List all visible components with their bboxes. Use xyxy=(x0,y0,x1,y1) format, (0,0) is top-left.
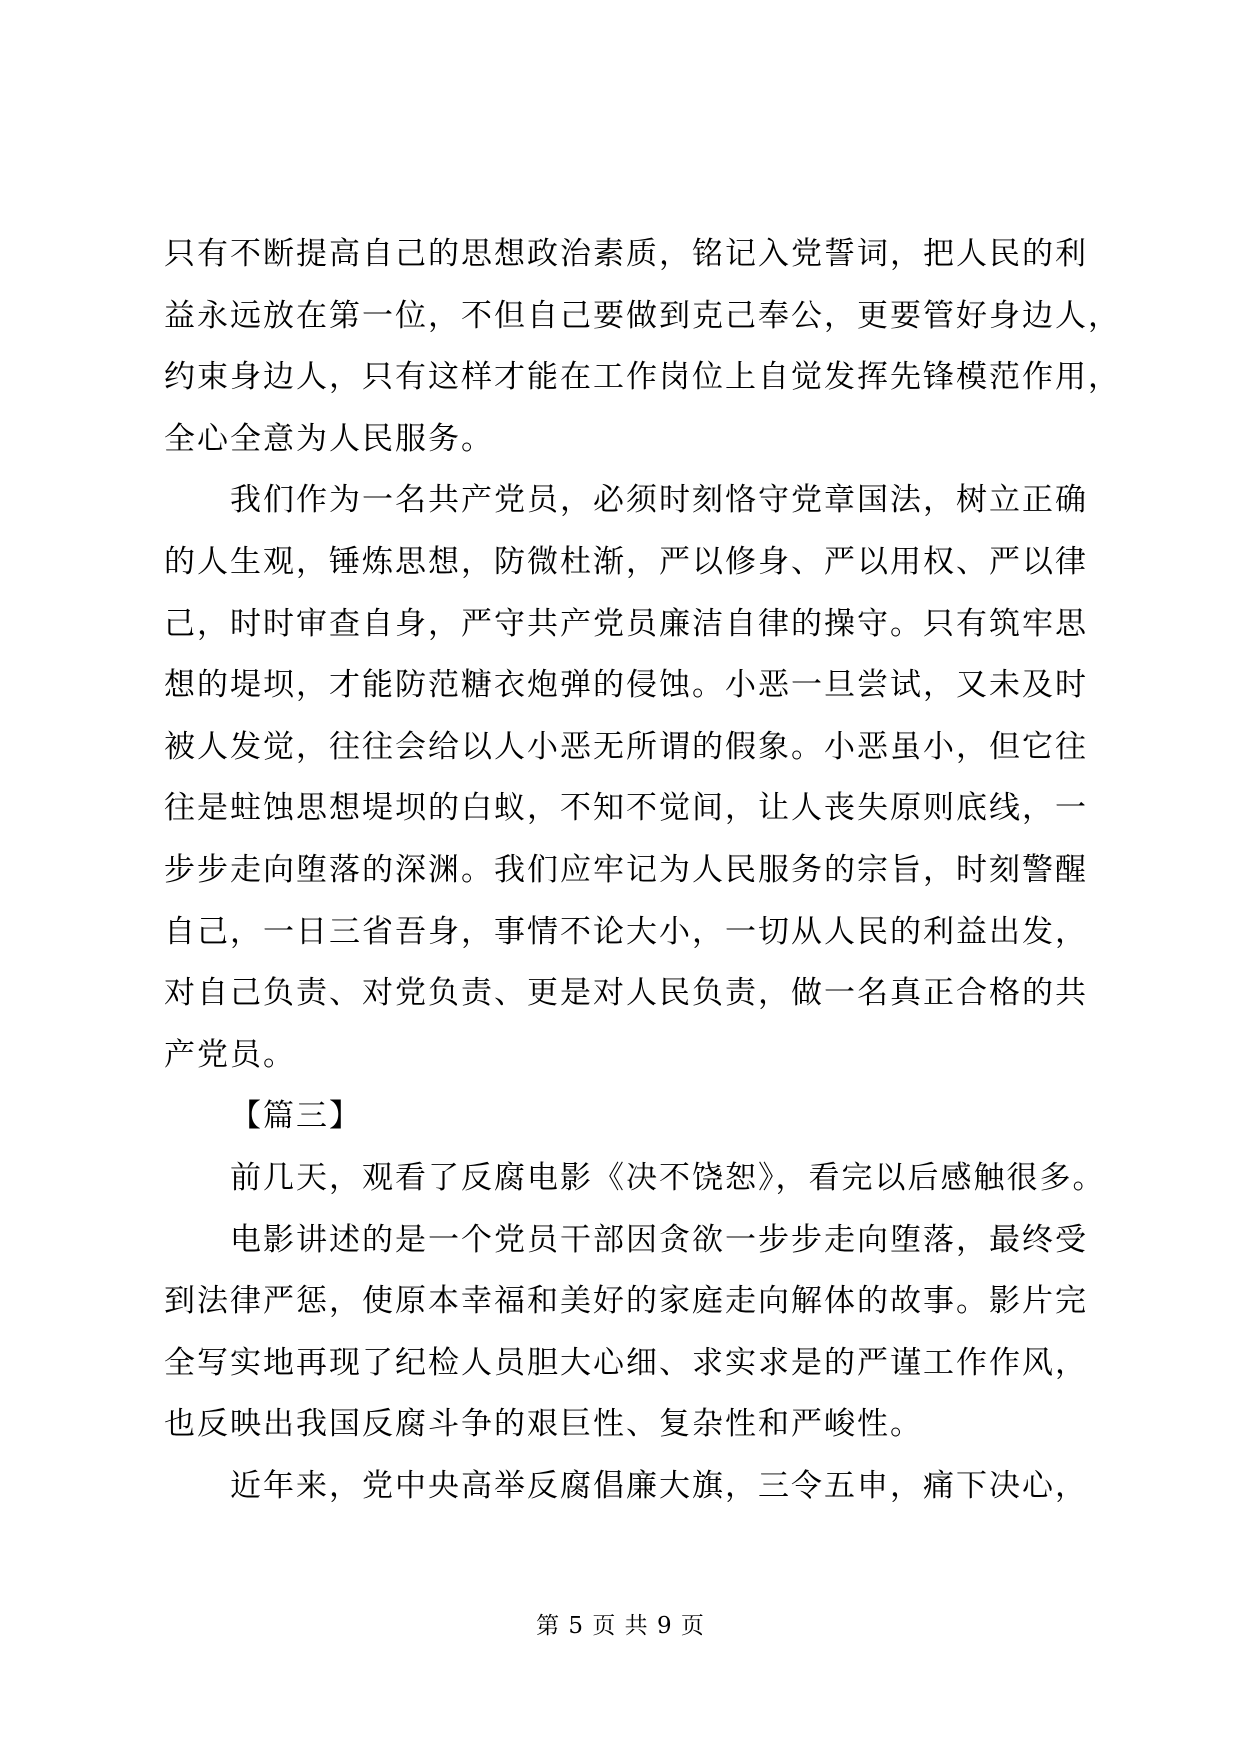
text-line: 近年来，党中央高举反腐倡廉大旗，三令五申，痛下决心， xyxy=(230,1467,1088,1504)
text-line: 电影讲述的是一个党员干部因贪欲一步步走向堕落，最终受 xyxy=(230,1221,1088,1258)
text-line: 约束身边人，只有这样才能在工作岗位上自觉发挥先锋模范作用， xyxy=(164,359,1121,396)
text-line: 被人发觉，往往会给以人小恶无所谓的假象。小恶虽小，但它往 xyxy=(164,728,1088,765)
text-line: 只有不断提高自己的思想政治素质，铭记入党誓词，把人民的利 xyxy=(164,236,1088,272)
text-line: 也反映出我国反腐斗争的艰巨性、复杂性和严峻性。 xyxy=(164,1406,923,1443)
text-line: 前几天，观看了反腐电影《决不饶恕》，看完以后感触很多。 xyxy=(230,1159,1106,1196)
document-body xyxy=(164,224,1124,1517)
section-heading: 【篇三】 xyxy=(230,1098,362,1135)
text-line: 自己，一日三省吾身，事情不论大小，一切从人民的利益出发， xyxy=(164,913,1088,950)
text-line: 到法律严惩，使原本幸福和美好的家庭走向解体的故事。影片完 xyxy=(164,1283,1088,1320)
text-line: 产党员。 xyxy=(164,1036,296,1073)
text-line: 想的堤坝，才能防范糖衣炮弹的侵蚀。小恶一旦尝试，又未及时 xyxy=(164,667,1088,704)
text-line: 我们作为一名共产党员，必须时刻恪守党章国法，树立正确 xyxy=(230,482,1088,519)
text-line: 往是蛀蚀思想堤坝的白蚁，不知不觉间，让人丧失原则底线，一 xyxy=(164,790,1088,827)
text-line: 全心全意为人民服务。 xyxy=(164,420,494,457)
page-number-footer: 第 5 页 共 9 页 xyxy=(536,1613,705,1639)
text-line: 己，时时审查自身，严守共产党员廉洁自律的操守。只有筑牢思 xyxy=(164,605,1088,642)
text-line: 益永远放在第一位，不但自己要做到克己奉公，更要管好身边人， xyxy=(164,297,1121,334)
text-line: 的人生观，锤炼思想，防微杜渐，严以修身、严以用权、严以律 xyxy=(164,543,1088,580)
text-line: 全写实地再现了纪检人员胆大心细、求实求是的严谨工作作风， xyxy=(164,1344,1088,1381)
text-line: 步步走向堕落的深渊。我们应牢记为人民服务的宗旨，时刻警醒 xyxy=(164,851,1088,888)
text-line: 对自己负责、对党负责、更是对人民负责，做一名真正合格的共 xyxy=(164,975,1088,1012)
